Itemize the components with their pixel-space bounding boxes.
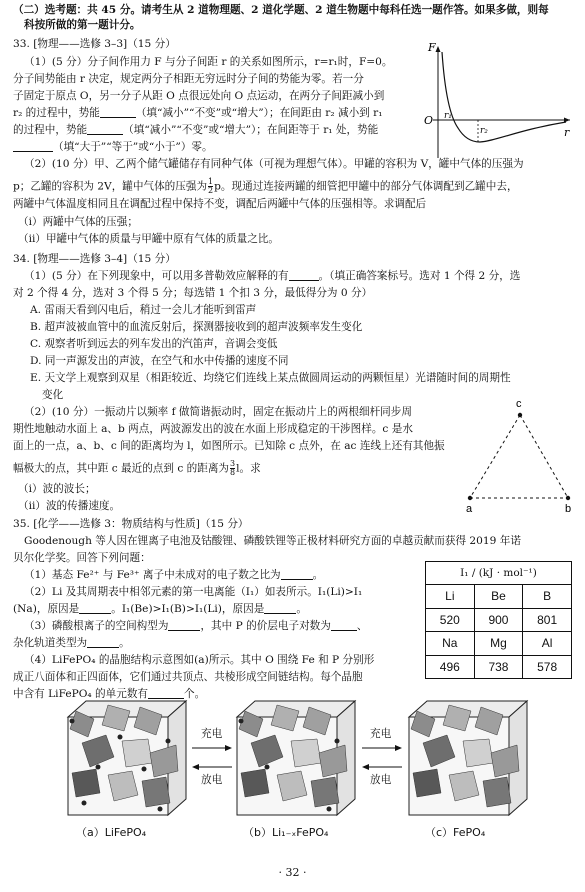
table-cell: 738 — [474, 655, 523, 679]
answer-blank — [13, 141, 53, 152]
q33-header: 33. [物理——选修 3–3]（15 分） — [13, 38, 176, 50]
q35-header: 35. [化学——选修 3：物质结构与性质]（15 分） — [13, 518, 249, 530]
q33-p1-line — [13, 124, 378, 137]
fraction-denominator: 2 — [208, 186, 214, 195]
q33-p2-line — [13, 178, 518, 195]
q35-text: 杂化轨道类型为 — [13, 637, 88, 649]
q34-p2-line: （i）波的波长； — [18, 483, 96, 495]
q35-text: （3）磷酸根离子的空间构型为 — [24, 620, 169, 632]
section-intro-line-1: （二）选考题：共 45 分。请考生从 2 道物理题、2 道化学题、2 道生物题中每科任选一题作答。如果多做，则每 — [13, 4, 549, 16]
q34-p2-line: （ii）波的传播速度。 — [18, 500, 121, 512]
q34-text: 幅极大的点，其中距 c 最近的点到 c 的距离为 — [13, 462, 230, 475]
discharge-label-2: 放电 — [370, 774, 392, 786]
table-cell: Mg — [474, 632, 523, 656]
q33-p1-line — [13, 107, 382, 120]
q33-p2-line: （ii）甲罐中气体的质量与甲罐中原有气体的质量之比。 — [18, 233, 280, 245]
caption-a: （a）LiFePO₄ — [76, 826, 147, 839]
q35-text: 。I₁(Be)>I₁(B)>I₁(Li)，原因是 — [111, 603, 265, 615]
page-number: · 32 · — [278, 866, 307, 879]
discharge-arrow-2 — [362, 762, 402, 772]
force-curve — [442, 52, 566, 142]
label-c: c — [516, 398, 522, 410]
q35-text: 、 — [356, 620, 368, 632]
q35-line: Goodenough 等人因在锂离子电池及钴酸锂、磷酸铁锂等正极材料研究方面的卓越贡献而获得 2019 年诺 — [24, 535, 521, 547]
table-cell: Be — [474, 585, 523, 609]
table-cell: 801 — [523, 608, 572, 632]
q34-text: l。求 — [236, 462, 261, 475]
answer-blank — [331, 620, 357, 631]
q34-option: B. 超声波被血管中的血流反射后，探测器接收到的超声波频率发生变化 — [30, 321, 363, 333]
table-cell: 578 — [523, 655, 572, 679]
table-cell: 496 — [426, 655, 475, 679]
ionization-energy-table — [425, 561, 572, 679]
q34-p2-line: 面上的一点，a、b、c 间的距离均为 l，如图所示。已知除 c 点外，在 ac 连线上还有其他振 — [13, 440, 445, 452]
table-cell: 900 — [474, 608, 523, 632]
q33-p2-line: （i）两罐中气体的压强； — [18, 216, 138, 228]
q35-text: ，其中 P 的价层电子对数为 — [200, 620, 331, 632]
q34-text: 。（填正确答案标号。选对 1 个得 2 分，选 — [318, 270, 521, 282]
fraction-denominator: 8 — [230, 468, 236, 477]
answer-blank — [168, 620, 200, 631]
q33-text: p。现通过连接两罐的细管把甲罐中的部分气体调配到乙罐中去， — [214, 180, 518, 193]
q33-p1-line — [13, 141, 213, 154]
section-intro-line-2: 科按所做的第一题计分。 — [24, 19, 141, 31]
caption-c: （c）FePO₄ — [425, 826, 486, 839]
triangle-diagram — [458, 395, 578, 520]
y-axis-label: F — [428, 41, 436, 54]
q33-p1-line: 分子间势能由 r 决定，规定两分子相距无穷远时分子间的势能为零。若一分 — [13, 73, 364, 85]
answer-blank — [87, 124, 123, 135]
q35-text: 个。 — [184, 688, 206, 700]
table-cell: Al — [523, 632, 572, 656]
q33-p2-line: （2）(10 分）甲、乙两个储气罐储存有同种气体（可视为理想气体）。甲罐的容积为 V，罐中气体的压强为 — [24, 158, 524, 170]
crystal-structure-b — [233, 697, 358, 821]
answer-blank — [264, 603, 296, 614]
point-c — [518, 413, 522, 417]
q34-text: （1）(5 分）在下列现象中，可以用多普勒效应解释的有 — [24, 270, 289, 282]
charge-label-1: 充电 — [201, 728, 223, 740]
side-bc — [520, 415, 568, 498]
origin-label: O — [424, 114, 434, 127]
q33-text: r₂ 的过程中，势能 — [13, 107, 100, 119]
q33-text: （填“减小”“不变”或“增大”）；在间距由 r₂ 减小到 r₁ — [135, 107, 383, 119]
q35-line: （4）LiFePO₄ 的晶胞结构示意图如(a)所示。其中 O 围绕 Fe 和 P 分别形 — [24, 654, 375, 666]
q35-line: 贝尔化学奖。回答下列问题： — [13, 552, 151, 564]
point-b — [566, 496, 570, 500]
r2-label: r₂ — [480, 126, 488, 136]
q34-p1-line — [24, 270, 520, 283]
q33-p1-line: 子固定于原点 O，另一分子从距 O 点很远处向 O 点运动，在两分子间距减小到 — [13, 90, 385, 102]
q33-p1-line: （1）(5 分）分子间作用力 F 与分子间距 r 的关系如图所示，r=r₁时，F=0。 — [24, 56, 393, 68]
q35-text: 。 — [296, 603, 307, 615]
q34-option: C. 观察者听到远去的列车发出的汽笛声，音调会变低 — [30, 338, 278, 350]
fraction-numerator: 1 — [208, 177, 214, 186]
discharge-label-1: 放电 — [201, 774, 223, 786]
q33-text: （填“减小”“不变”或“增大”）；在间距等于 r₁ 处，势能 — [123, 124, 379, 136]
q35-text: 。 — [312, 569, 324, 581]
q34-p1-line: 对 2 个得 4 分，选对 3 个得 5 分；每选错 1 个扣 3 分，最低得分为 0 分） — [13, 287, 373, 299]
q35-line — [24, 620, 367, 633]
charge-arrow-1 — [192, 743, 232, 753]
table-cell: Na — [426, 632, 475, 656]
q35-text: (Na)，原因是 — [13, 603, 80, 615]
q35-line — [13, 637, 130, 650]
label-b: b — [565, 503, 572, 515]
label-a: a — [466, 503, 473, 515]
discharge-arrow-1 — [192, 762, 232, 772]
answer-blank — [79, 603, 111, 614]
table-cell: 520 — [426, 608, 475, 632]
x-axis-label: r — [564, 126, 570, 139]
q35-line: （2）Li 及其周期表中相邻元素的第一电离能（I₁）如表所示。I₁(Li)>I₁ — [24, 586, 363, 598]
fraction-three-eighths — [230, 460, 235, 477]
answer-blank — [289, 270, 319, 281]
q33-text: 的过程中，势能 — [13, 124, 88, 136]
q34-option: E. 天文学上观察到双星（相距较近、均绕它们连线上某点做圆周运动的两颗恒星）光谱随时间的周期性 — [30, 372, 511, 384]
answer-blank — [87, 637, 119, 648]
answer-blank — [281, 569, 313, 580]
table-cell: Li — [426, 585, 475, 609]
q35-text: 中含有 LiFePO₄ 的单元数有 — [13, 688, 149, 700]
crystal-structure-a — [64, 697, 189, 821]
fraction-one-half — [208, 178, 213, 195]
q35-line: 成正八面体和正四面体，它们通过共顶点、共棱形成空间链结构。每个晶胞 — [13, 671, 363, 683]
point-a — [468, 496, 472, 500]
q35-text: （1）基态 Fe²⁺ 与 Fe³⁺ 离子中未成对的电子数之比为 — [24, 569, 281, 581]
charge-label-2: 充电 — [370, 728, 392, 740]
y-axis-arrow — [436, 46, 441, 52]
q34-header: 34. [物理——选修 3–4]（15 分） — [13, 253, 176, 265]
q34-option: D. 同一声源发出的声波，在空气和水中传播的速度不同 — [30, 355, 289, 367]
q33-text: p；乙罐的容积为 2V，罐中气体的压强为 — [13, 180, 208, 193]
q34-p2-line — [13, 460, 261, 477]
crystal-structure-c — [405, 697, 530, 821]
q33-p2-line: 两罐中气体温度相同且在调配过程中保持不变，调配后两罐中气体的压强相等。求调配后 — [13, 198, 427, 210]
q35-line — [13, 603, 307, 616]
answer-blank — [100, 107, 136, 118]
caption-b: （b）Li₁₋ₓFePO₄ — [243, 826, 329, 839]
q34-p2-line: （2）(10 分）一振动片以频率 f 做简谐振动时，固定在振动片上的两根细杆同步周 — [24, 406, 412, 418]
r1-label: r₁ — [444, 111, 452, 121]
table-header: I₁ / (kJ · mol⁻¹) — [426, 562, 572, 585]
q34-p2-line: 期性地触动水面上 a、b 两点，两波源发出的波在水面上形成稳定的干涉图样。c 是水 — [13, 423, 413, 435]
charge-arrow-2 — [362, 743, 402, 753]
q35-text: 。 — [119, 637, 130, 649]
table-cell: B — [523, 585, 572, 609]
q34-option: A. 雷雨天看到闪电后，稍过一会儿才能听到雷声 — [30, 304, 257, 316]
fraction-numerator: 3 — [230, 459, 236, 468]
q33-text: （填“大于”“等于”或“小于”）零。 — [53, 141, 213, 153]
side-ac — [470, 415, 520, 498]
force-distance-graph — [418, 38, 578, 163]
q34-option: 变化 — [42, 389, 64, 401]
q35-line — [24, 569, 323, 582]
